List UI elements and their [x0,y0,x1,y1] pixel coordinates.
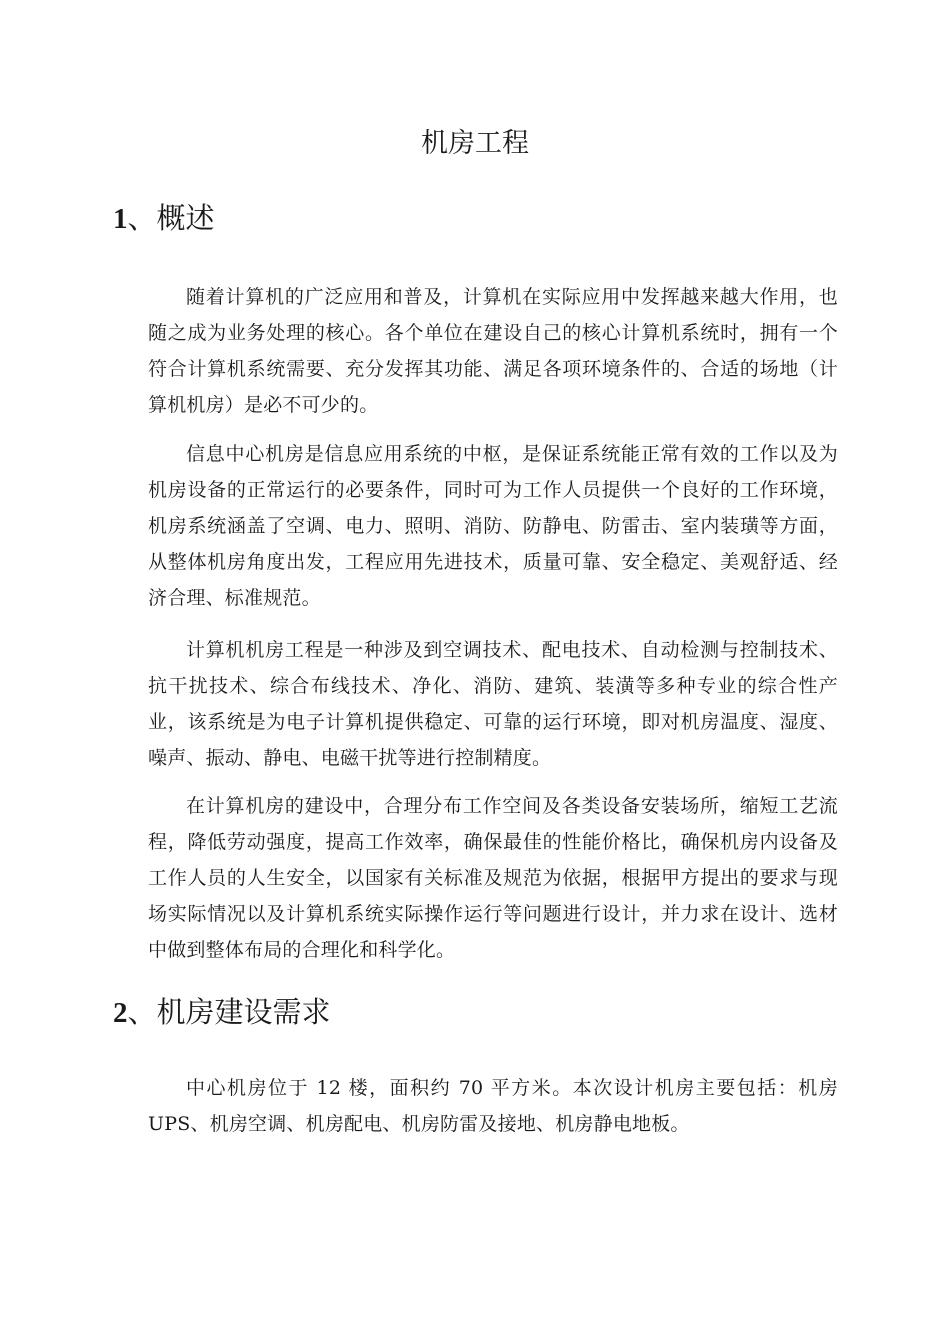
paragraph: 计算机机房工程是一种涉及到空调技术、配电技术、自动检测与控制技术、抗干扰技术、综合布线技术、净化、消防、建筑、装潢等多种专业的综合性产业，该系统是为电子计算机提供稳定、可靠的运行环境，即对机房温度、湿度、噪声、振动、静电、电磁干扰等进行控制精度。 [148,639,838,769]
paragraph: 中心机房位于 12 楼，面积约 70 平方米。本次设计机房主要包括：机房 UPS、机房空调、机房配电、机房防雷及接地、机房静电地板。 [148,1077,838,1135]
paragraph: 随着计算机的广泛应用和普及，计算机在实际应用中发挥越来越大作用，也随之成为业务处理的核心。各个单位在建设自己的核心计算机系统时，拥有一个符合计算机系统需要、充分发挥其功能、满足各项环境条件的、合适的场地（计算机机房）是必不可少的。 [148,286,838,416]
document-title: 机房工程 [421,128,529,159]
section-number: 2 [113,997,128,1029]
section-heading-overview [113,198,215,239]
section-heading-requirements [113,992,331,1033]
section-heading-text: 、机房建设需求 [127,995,331,1029]
paragraph: 在计算机房的建设中，合理分布工作空间及各类设备安装场所，缩短工艺流程，降低劳动强度，提高工作效率，确保最佳的性能价格比，确保机房内设备及工作人员的人生安全，以国家有关标准及规范为依据，根据甲方提出的要求与现场实际情况以及计算机系统实际操作运行等问题进行设计，并力求在设计、选材中做到整体布局的合理化和科学化。 [148,795,838,961]
paragraph: 信息中心机房是信息应用系统的中枢，是保证系统能正常有效的工作以及为机房设备的正常运行的必要条件，同时可为工作人员提供一个良好的工作环境，机房系统涵盖了空调、电力、照明、消防、防静电、防雷击、室内装璜等方面，从整体机房角度出发，工程应用先进技术，质量可靠、安全稳定、美观舒适、经济合理、标准规范。 [148,443,838,609]
section-heading-text: 、概述 [127,201,215,235]
section-number: 1 [113,203,128,235]
